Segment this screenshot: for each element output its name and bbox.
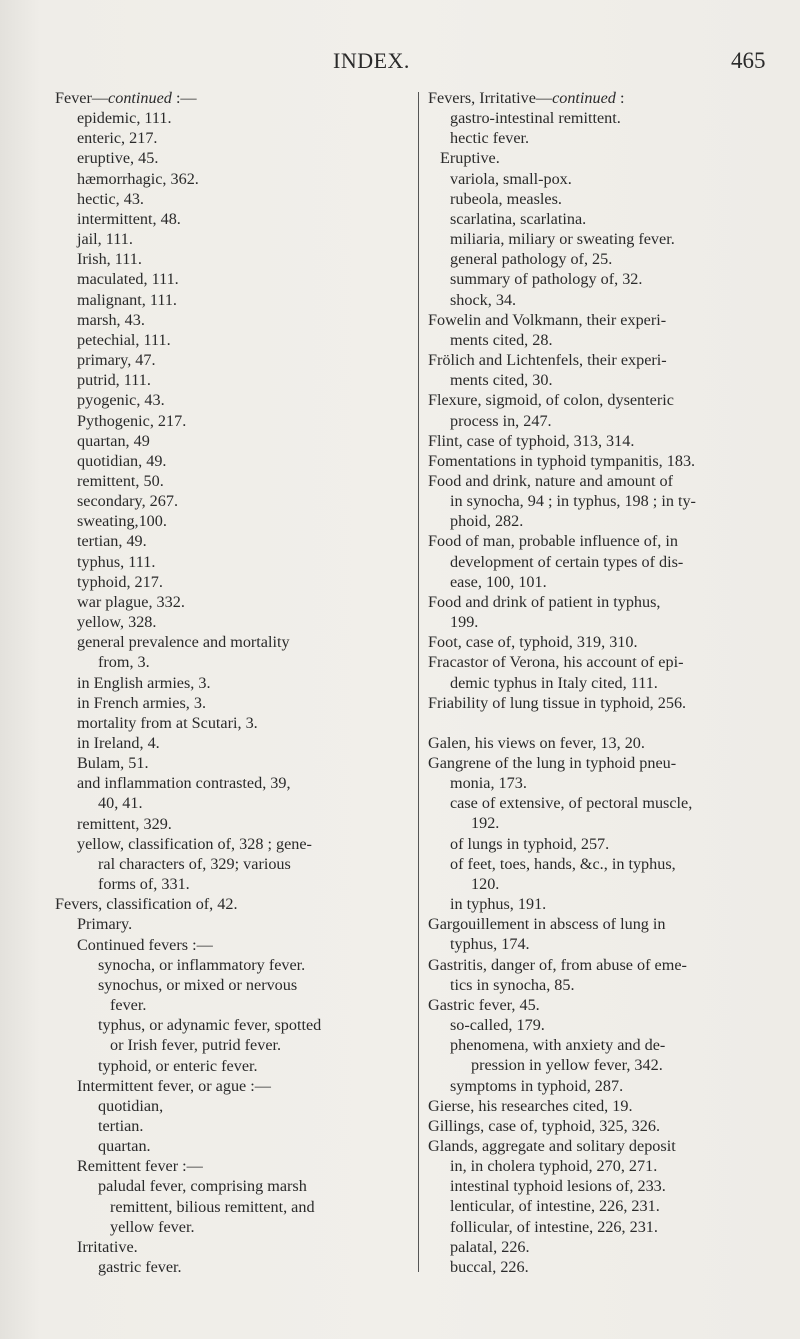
entry-text: maculated, 111. xyxy=(77,270,179,289)
index-column-left xyxy=(55,88,407,1277)
entry-text: typhoid, or enteric fever. xyxy=(98,1056,258,1075)
entry-text: epidemic, 111. xyxy=(77,109,172,128)
index-subentry xyxy=(428,1176,770,1196)
index-subentry xyxy=(55,1257,407,1277)
index-subentry xyxy=(55,612,407,632)
entry-text: buccal, 226. xyxy=(450,1257,529,1276)
index-heading xyxy=(428,733,770,753)
entry-text: in synocha, 94 ; in typhus, 198 ; in ty- xyxy=(450,492,696,511)
index-subentry xyxy=(55,511,407,531)
index-subentry xyxy=(428,1156,770,1176)
entry-text: Gangrene of the lung in typhoid pneu- xyxy=(428,754,677,772)
entry-text: ments cited, 28. xyxy=(450,330,553,349)
index-subentry xyxy=(55,814,407,834)
index-subentry xyxy=(55,189,407,209)
entry-text: rubeola, measles. xyxy=(450,189,562,208)
entry-text: Fowelin and Volkmann, their experi- xyxy=(428,310,667,329)
entry-text: Intermittent fever, or ague :— xyxy=(77,1076,271,1095)
index-subentry xyxy=(55,874,407,894)
entry-text: remittent, 50. xyxy=(77,471,164,490)
index-subentry xyxy=(55,1217,407,1237)
entry-text: demic typhus in Italy cited, 111. xyxy=(450,673,658,692)
entry-text: or Irish fever, putrid fever. xyxy=(110,1036,282,1055)
index-subentry xyxy=(428,934,770,954)
entry-text: intestinal typhoid lesions of, 233. xyxy=(450,1177,666,1196)
entry-text: secondary, 267. xyxy=(77,492,178,511)
index-subentry xyxy=(55,914,407,934)
index-subentry xyxy=(55,108,407,128)
column-divider xyxy=(418,92,419,1272)
entry-text: quartan, 49 xyxy=(77,431,150,450)
entry-text: miliaria, miliary or sweating fever. xyxy=(450,230,675,249)
entry-text: and inflammation contrasted, 39, xyxy=(77,774,291,793)
entry-text: summary of pathology of, 32. xyxy=(450,270,643,289)
index-subentry xyxy=(55,128,407,148)
index-subentry xyxy=(55,753,407,773)
index-subentry xyxy=(428,572,770,592)
entry-text: so-called, 179. xyxy=(450,1016,545,1035)
entry-text: Gargouillement in abscess of lung in xyxy=(428,915,666,934)
entry-text: Fevers, Irritative— xyxy=(428,89,553,107)
entry-text: Pythogenic, 217. xyxy=(77,411,187,430)
index-subentry xyxy=(55,854,407,874)
index-subentry xyxy=(55,995,407,1015)
entry-text: remittent, bilious remittent, and xyxy=(110,1197,315,1216)
entry-text: Food and drink, nature and amount of xyxy=(428,471,674,490)
index-subentry xyxy=(428,269,770,289)
index-subentry xyxy=(428,834,770,854)
index-heading xyxy=(428,350,770,370)
entry-text: monia, 173. xyxy=(450,774,527,793)
index-subentry xyxy=(55,713,407,733)
index-heading xyxy=(428,88,770,108)
entry-text: tics in synocha, 85. xyxy=(450,975,575,994)
entry-text: war plague, 332. xyxy=(77,592,185,611)
entry-text: eruptive, 45. xyxy=(77,149,159,168)
page-header xyxy=(0,48,800,88)
entry-text: 192. xyxy=(471,814,500,833)
entry-text: general prevalence and mortality xyxy=(77,633,290,652)
entry-text: hæmorrhagic, 362. xyxy=(77,169,199,188)
entry-text: in typhus, 191. xyxy=(450,895,547,914)
entry-text: primary, 47. xyxy=(77,351,156,370)
index-heading xyxy=(428,592,770,612)
entry-text: gastro-intestinal remittent. xyxy=(450,109,621,128)
index-subentry xyxy=(428,249,770,269)
index-subentry xyxy=(428,1237,770,1257)
entry-text: Gastric fever, 45. xyxy=(428,995,540,1014)
entry-text: yellow fever. xyxy=(110,1217,195,1236)
entry-text: Glands, aggregate and solitary deposit xyxy=(428,1136,676,1155)
entry-text: putrid, 111. xyxy=(77,371,151,390)
index-subentry xyxy=(55,471,407,491)
index-subentry xyxy=(428,854,770,874)
index-subentry xyxy=(55,1076,407,1096)
entry-text: petechial, 111. xyxy=(77,330,171,349)
entry-text: quotidian, xyxy=(98,1096,164,1115)
index-subentry xyxy=(55,955,407,975)
index-subentry xyxy=(428,1015,770,1035)
index-subentry xyxy=(55,1176,407,1196)
entry-text: scarlatina, scarlatina. xyxy=(450,209,587,228)
entry-text: quartan. xyxy=(98,1137,151,1156)
index-heading xyxy=(55,88,407,108)
index-subentry xyxy=(55,693,407,713)
index-subentry xyxy=(428,411,770,431)
index-subentry xyxy=(55,773,407,793)
index-subentry xyxy=(55,1116,407,1136)
index-subentry xyxy=(55,531,407,551)
entry-text: 199. xyxy=(450,613,479,632)
index-heading xyxy=(428,531,770,551)
index-subentry xyxy=(428,128,770,148)
entry-text: ments cited, 30. xyxy=(450,371,553,390)
index-subentry xyxy=(55,148,407,168)
index-subentry xyxy=(55,1136,407,1156)
index-subentry xyxy=(55,1035,407,1055)
index-subentry xyxy=(55,552,407,572)
index-subentry xyxy=(55,350,407,370)
entry-text: ral characters of, 329; various xyxy=(98,854,291,873)
index-subentry xyxy=(55,1237,407,1257)
index-subentry xyxy=(428,1257,770,1277)
index-heading xyxy=(55,894,407,914)
index-subentry xyxy=(55,1096,407,1116)
index-heading xyxy=(428,471,770,491)
entry-text: in, in cholera typhoid, 270, 271. xyxy=(450,1157,658,1176)
entry-text: Gastritis, danger of, from abuse of eme- xyxy=(428,955,687,974)
index-subentry xyxy=(428,612,770,632)
entry-text: forms of, 331. xyxy=(98,875,190,894)
entry-text: development of certain types of dis- xyxy=(450,552,684,571)
index-heading xyxy=(428,693,770,713)
index-subentry xyxy=(55,572,407,592)
index-subentry xyxy=(428,209,770,229)
index-subentry xyxy=(428,108,770,128)
index-subentry xyxy=(428,169,770,189)
running-head: INDEX. xyxy=(333,48,410,73)
index-subentry xyxy=(55,390,407,410)
index-heading xyxy=(428,1136,770,1156)
index-subentry xyxy=(428,552,770,572)
entry-text: yellow, 328. xyxy=(77,613,157,632)
entry-text: Food of man, probable influence of, in xyxy=(428,532,678,551)
entry-text: Eruptive. xyxy=(440,149,500,168)
index-subentry xyxy=(55,793,407,813)
entry-text: Friability of lung tissue in typhoid, 256. xyxy=(428,693,687,712)
entry-gap xyxy=(428,713,770,733)
index-subentry xyxy=(55,310,407,330)
entry-text: malignant, 111. xyxy=(77,290,177,309)
index-subentry xyxy=(55,431,407,451)
index-heading xyxy=(428,451,770,471)
entry-text: 120. xyxy=(471,874,500,893)
index-subentry xyxy=(55,1056,407,1076)
entry-text: process in, 247. xyxy=(450,411,552,430)
entry-text: ease, 100, 101. xyxy=(450,572,547,591)
entry-text: Galen, his views on fever, 13, 20. xyxy=(428,733,645,752)
index-heading xyxy=(428,652,770,672)
entry-suffix: : xyxy=(615,89,625,107)
index-heading xyxy=(428,753,770,773)
entry-text: Fomentations in typhoid tympanitis, 183. xyxy=(428,451,696,470)
entry-italic: continued xyxy=(552,89,616,107)
index-subentry xyxy=(428,511,770,531)
index-subentry xyxy=(55,975,407,995)
entry-text: tertian. xyxy=(98,1116,144,1135)
entry-text: Fevers, classification of, 42. xyxy=(55,895,238,914)
entry-text: Flint, case of typhoid, 313, 314. xyxy=(428,431,635,450)
entry-text: mortality from at Scutari, 3. xyxy=(77,713,258,732)
entry-text: case of extensive, of pectoral muscle, xyxy=(450,794,693,813)
entry-text: in English armies, 3. xyxy=(77,673,211,692)
index-subentry xyxy=(428,290,770,310)
index-heading xyxy=(428,1116,770,1136)
entry-text: remittent, 329. xyxy=(77,814,172,833)
index-subentry xyxy=(55,330,407,350)
entry-text: Foot, case of, typhoid, 319, 310. xyxy=(428,633,638,652)
entry-text: from, 3. xyxy=(98,653,150,672)
entry-text: of feet, toes, hands, &c., in typhus, xyxy=(450,854,676,873)
entry-text: Fracastor of Verona, his account of epi- xyxy=(428,653,684,672)
index-subentry xyxy=(428,1035,770,1055)
index-subentry xyxy=(55,1197,407,1217)
entry-text: paludal fever, comprising marsh xyxy=(98,1177,307,1196)
index-subentry xyxy=(55,652,407,672)
entry-text: tertian, 49. xyxy=(77,532,147,551)
page-number: 465 xyxy=(731,48,766,73)
entry-text: gastric fever. xyxy=(98,1258,182,1277)
index-heading xyxy=(428,632,770,652)
index-subentry xyxy=(428,1196,770,1216)
entry-text: typhus, or adynamic fever, spotted xyxy=(98,1016,322,1035)
index-subentry xyxy=(55,834,407,854)
entry-italic: continued xyxy=(108,89,172,107)
index-heading xyxy=(428,431,770,451)
index-subentry xyxy=(55,733,407,753)
index-subentry xyxy=(55,209,407,229)
index-heading xyxy=(428,310,770,330)
entry-text: 40, 41. xyxy=(98,794,143,813)
entry-text: jail, 111. xyxy=(77,230,133,249)
entry-text: variola, small-pox. xyxy=(450,169,572,188)
entry-text: quotidian, 49. xyxy=(77,451,167,470)
index-subentry xyxy=(428,894,770,914)
entry-text: Gierse, his researches cited, 19. xyxy=(428,1096,633,1115)
index-subentry xyxy=(428,793,770,813)
entry-text: Primary. xyxy=(77,915,133,934)
entry-text: typhoid, 217. xyxy=(77,572,163,591)
index-subentry xyxy=(428,975,770,995)
index-subentry xyxy=(428,813,770,833)
entry-text: Flexure, sigmoid, of colon, dysenteric xyxy=(428,391,674,410)
entry-text: typhus, 111. xyxy=(77,552,156,571)
index-subentry xyxy=(55,249,407,269)
entry-text: sweating,100. xyxy=(77,512,167,531)
entry-text: Frölich and Lichtenfels, their experi- xyxy=(428,351,667,370)
index-subentry xyxy=(55,935,407,955)
entry-text: pression in yellow fever, 342. xyxy=(471,1056,663,1075)
index-heading xyxy=(428,1096,770,1116)
entry-text: Continued fevers :— xyxy=(77,935,213,954)
entry-text: fever. xyxy=(110,996,147,1015)
entry-text: Food and drink of patient in typhus, xyxy=(428,592,661,611)
entry-text: synocha, or inflammatory fever. xyxy=(98,955,306,974)
index-subentry xyxy=(428,330,770,350)
index-subentry xyxy=(55,491,407,511)
index-subentry xyxy=(55,269,407,289)
entry-text: lenticular, of intestine, 226, 231. xyxy=(450,1197,660,1216)
entry-text: shock, 34. xyxy=(450,290,517,309)
index-subentry xyxy=(55,1015,407,1035)
entry-text: in French armies, 3. xyxy=(77,693,207,712)
index-subentry xyxy=(428,773,770,793)
index-subentry xyxy=(55,592,407,612)
entry-text: of lungs in typhoid, 257. xyxy=(450,834,610,853)
entry-text: general pathology of, 25. xyxy=(450,250,613,269)
entry-text: intermittent, 48. xyxy=(77,209,181,228)
index-subentry xyxy=(428,673,770,693)
index-subentry xyxy=(428,229,770,249)
index-subentry xyxy=(55,451,407,471)
index-subentry xyxy=(428,491,770,511)
index-subentry xyxy=(428,1055,770,1075)
index-subentry xyxy=(428,148,770,168)
index-heading xyxy=(428,914,770,934)
entry-text: phenomena, with anxiety and de- xyxy=(450,1036,666,1055)
entry-text: marsh, 43. xyxy=(77,310,145,329)
entry-text: Bulam, 51. xyxy=(77,754,149,773)
index-subentry xyxy=(55,411,407,431)
index-subentry xyxy=(428,1076,770,1096)
entry-text: follicular, of intestine, 226, 231. xyxy=(450,1217,658,1236)
entry-text: enteric, 217. xyxy=(77,129,158,148)
entry-text: Irish, 111. xyxy=(77,250,142,269)
entry-text: Gillings, case of, typhoid, 325, 326. xyxy=(428,1116,660,1135)
entry-text: in Ireland, 4. xyxy=(77,734,160,752)
index-subentry xyxy=(428,874,770,894)
index-heading xyxy=(428,955,770,975)
index-subentry xyxy=(55,632,407,652)
entry-text: pyogenic, 43. xyxy=(77,391,165,410)
index-subentry xyxy=(428,189,770,209)
index-subentry xyxy=(55,370,407,390)
index-column-right xyxy=(428,88,770,1277)
index-subentry xyxy=(428,1217,770,1237)
entry-suffix: :— xyxy=(171,89,197,107)
index-heading xyxy=(428,390,770,410)
entry-text: symptoms in typhoid, 287. xyxy=(450,1076,624,1095)
entry-text: hectic, 43. xyxy=(77,189,144,208)
index-subentry xyxy=(55,673,407,693)
entry-text: Remittent fever :— xyxy=(77,1157,203,1176)
index-subentry xyxy=(55,229,407,249)
index-subentry xyxy=(55,290,407,310)
entry-text: typhus, 174. xyxy=(450,935,530,954)
entry-text: phoid, 282. xyxy=(450,512,524,531)
index-heading xyxy=(428,995,770,1015)
entry-text: synochus, or mixed or nervous xyxy=(98,975,298,994)
entry-text: yellow, classification of, 328 ; gene- xyxy=(77,834,312,853)
entry-text: Irritative. xyxy=(77,1237,138,1256)
index-subentry xyxy=(55,1156,407,1176)
entry-text: Fever— xyxy=(55,89,109,107)
index-subentry xyxy=(428,370,770,390)
entry-text: palatal, 226. xyxy=(450,1237,530,1256)
index-subentry xyxy=(55,169,407,189)
entry-text: hectic fever. xyxy=(450,129,530,148)
